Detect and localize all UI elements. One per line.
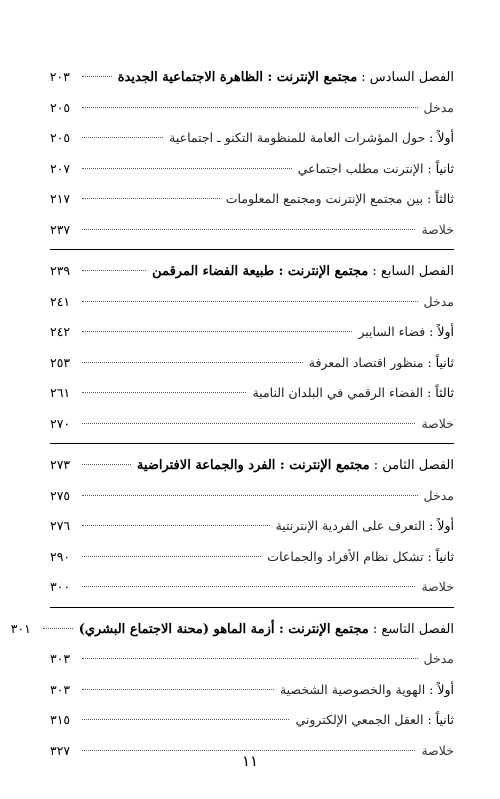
- section-row[interactable]: [50, 184, 454, 215]
- entry-label: خلاصة: [421, 742, 454, 758]
- page-ref: ٢٤١: [50, 293, 71, 309]
- page-ref: ٣٠٠: [50, 579, 71, 594]
- dot-leader: [82, 137, 163, 138]
- intro-row[interactable]: [50, 287, 454, 318]
- dot-leader: [82, 495, 418, 496]
- chapter-divider: [50, 249, 454, 250]
- chapter-block: [10, 614, 454, 767]
- entry-label: أولاً :: [429, 324, 454, 339]
- entry-label: خلاصة: [421, 221, 454, 237]
- entry-label: خلاصة: [421, 415, 454, 431]
- chapter-label: الفصل التاسع :: [372, 621, 454, 637]
- summary-row[interactable]: [50, 572, 454, 603]
- entry-label: ثانياً :: [427, 548, 454, 564]
- entry-label: ثانياً :: [427, 354, 454, 370]
- dot-leader: [82, 301, 418, 302]
- page-ref: ٢٦١: [50, 385, 71, 400]
- page-ref: ٢٧٠: [50, 415, 71, 431]
- dot-leader: [43, 628, 73, 629]
- page-ref: ٣٠٣: [50, 651, 71, 666]
- dot-leader: [82, 525, 270, 526]
- intro-row[interactable]: [50, 93, 454, 124]
- page-ref: ٢٧٦: [50, 518, 71, 533]
- page-ref: ٢٠٣: [49, 69, 70, 84]
- page-ref: ٢٣٩: [50, 263, 71, 278]
- page-ref: ٣٠١: [10, 620, 31, 636]
- chapter-divider: [50, 607, 454, 608]
- chapter-heading-row[interactable]: [50, 62, 454, 93]
- chapter-block: [50, 62, 454, 245]
- chapter-heading-row[interactable]: [10, 614, 454, 645]
- section-title: التعرف على الفردية الإنترنتية: [275, 518, 426, 533]
- page-ref: ٢٠٥: [50, 130, 71, 145]
- page-ref: ٢٩٠: [50, 548, 71, 564]
- chapter-heading-row[interactable]: [50, 256, 454, 287]
- intro-row[interactable]: [50, 644, 454, 675]
- dot-leader: [82, 76, 112, 77]
- dot-leader: [82, 270, 146, 271]
- chapter-title: مجتمع الإنترنت : الظاهرة الاجتماعية الجديدة: [117, 70, 358, 85]
- chapter-heading-row[interactable]: [50, 450, 454, 481]
- dot-leader: [82, 107, 418, 108]
- dot-leader: [82, 689, 274, 690]
- dot-leader: [82, 658, 418, 659]
- section-title: الفضاء الرقمي في البلدان النامية: [252, 385, 424, 400]
- summary-row[interactable]: [50, 215, 454, 246]
- dot-leader: [82, 229, 415, 230]
- section-title: منظور اقتصاد المعرفة: [308, 354, 424, 370]
- entry-label: مدخل: [423, 293, 454, 309]
- section-row[interactable]: [50, 348, 454, 379]
- page-ref: ٢١٧: [50, 191, 71, 206]
- chapter-divider: [50, 443, 454, 444]
- section-title: حول المؤشرات العامة للمنظومة التكنو ـ اجتماعية: [169, 130, 426, 145]
- intro-row[interactable]: [50, 481, 454, 512]
- section-row[interactable]: [50, 317, 454, 348]
- section-row[interactable]: [50, 123, 454, 154]
- page-ref: ٣٠٣: [50, 681, 71, 697]
- section-row[interactable]: [50, 378, 454, 409]
- entry-label: أولاً :: [429, 130, 454, 145]
- chapter-label: الفصل الثامن :: [373, 458, 454, 473]
- chapter-title: مجتمع الإنترنت : الفرد والجماعة الافتراضية: [136, 458, 370, 473]
- entry-label: مدخل: [423, 487, 454, 503]
- entry-label: ثانياً :: [427, 160, 454, 176]
- page-ref: ٢٠٧: [50, 160, 71, 176]
- section-row[interactable]: [50, 542, 454, 573]
- page-ref: ٢٧٥: [50, 487, 71, 503]
- table-of-contents: [10, 62, 454, 766]
- chapter-block: [50, 256, 454, 439]
- dot-leader: [82, 168, 292, 169]
- section-title: تشكل نظام الأفراد والجماعات: [267, 548, 424, 564]
- dot-leader: [82, 464, 131, 465]
- entry-label: مدخل: [423, 99, 454, 115]
- entry-label: أولاً :: [429, 681, 454, 697]
- dot-leader: [82, 750, 415, 751]
- dot-leader: [82, 586, 415, 587]
- page-ref: ٢٥٣: [50, 354, 71, 370]
- section-row[interactable]: [50, 154, 454, 185]
- entry-label: ثالثاً :: [427, 385, 454, 400]
- page-ref: ٢٧٣: [50, 457, 71, 472]
- section-title: الهوية والخصوصية الشخصية: [279, 681, 426, 697]
- page-ref: ٢٣٧: [50, 221, 71, 237]
- summary-row[interactable]: [50, 409, 454, 440]
- entry-label: ثانياً :: [427, 712, 454, 727]
- chapter-title: مجتمع الإنترنت : طبيعة الفضاء المرقمن: [152, 264, 369, 279]
- section-title: فضاء السايبر: [358, 324, 426, 339]
- chapter-block: [50, 450, 454, 603]
- section-row[interactable]: [50, 705, 454, 736]
- page-number: ١١: [241, 752, 259, 770]
- section-title: العقل الجمعي الإلكتروني: [295, 712, 424, 727]
- dot-leader: [82, 556, 261, 557]
- chapter-label: الفصل السابع :: [372, 264, 454, 279]
- section-row[interactable]: [50, 511, 454, 542]
- entry-label: أولاً :: [429, 518, 454, 533]
- dot-leader: [82, 198, 220, 199]
- section-title: الإنترنت مطلب اجتماعي: [297, 160, 424, 176]
- page-ref: ٣٢٧: [50, 742, 71, 758]
- entry-label: مدخل: [423, 651, 454, 666]
- chapter-title: مجتمع الإنترنت : أزمة الماهو (محنة الاجتماع البشري): [78, 621, 369, 637]
- dot-leader: [82, 392, 246, 393]
- entry-label: خلاصة: [421, 579, 454, 594]
- dot-leader: [82, 331, 352, 332]
- page-ref: ٢٠٥: [50, 99, 71, 115]
- section-row[interactable]: [50, 675, 454, 706]
- chapter-label: الفصل السادس :: [361, 70, 454, 85]
- dot-leader: [82, 719, 289, 720]
- entry-label: ثالثاً :: [427, 191, 454, 206]
- dot-leader: [82, 362, 303, 363]
- page-ref: ٢٤٢: [50, 324, 71, 339]
- section-title: بين مجتمع الإنترنت ومجتمع المعلومات: [225, 191, 424, 206]
- dot-leader: [82, 423, 415, 424]
- page-ref: ٣١٥: [50, 712, 71, 727]
